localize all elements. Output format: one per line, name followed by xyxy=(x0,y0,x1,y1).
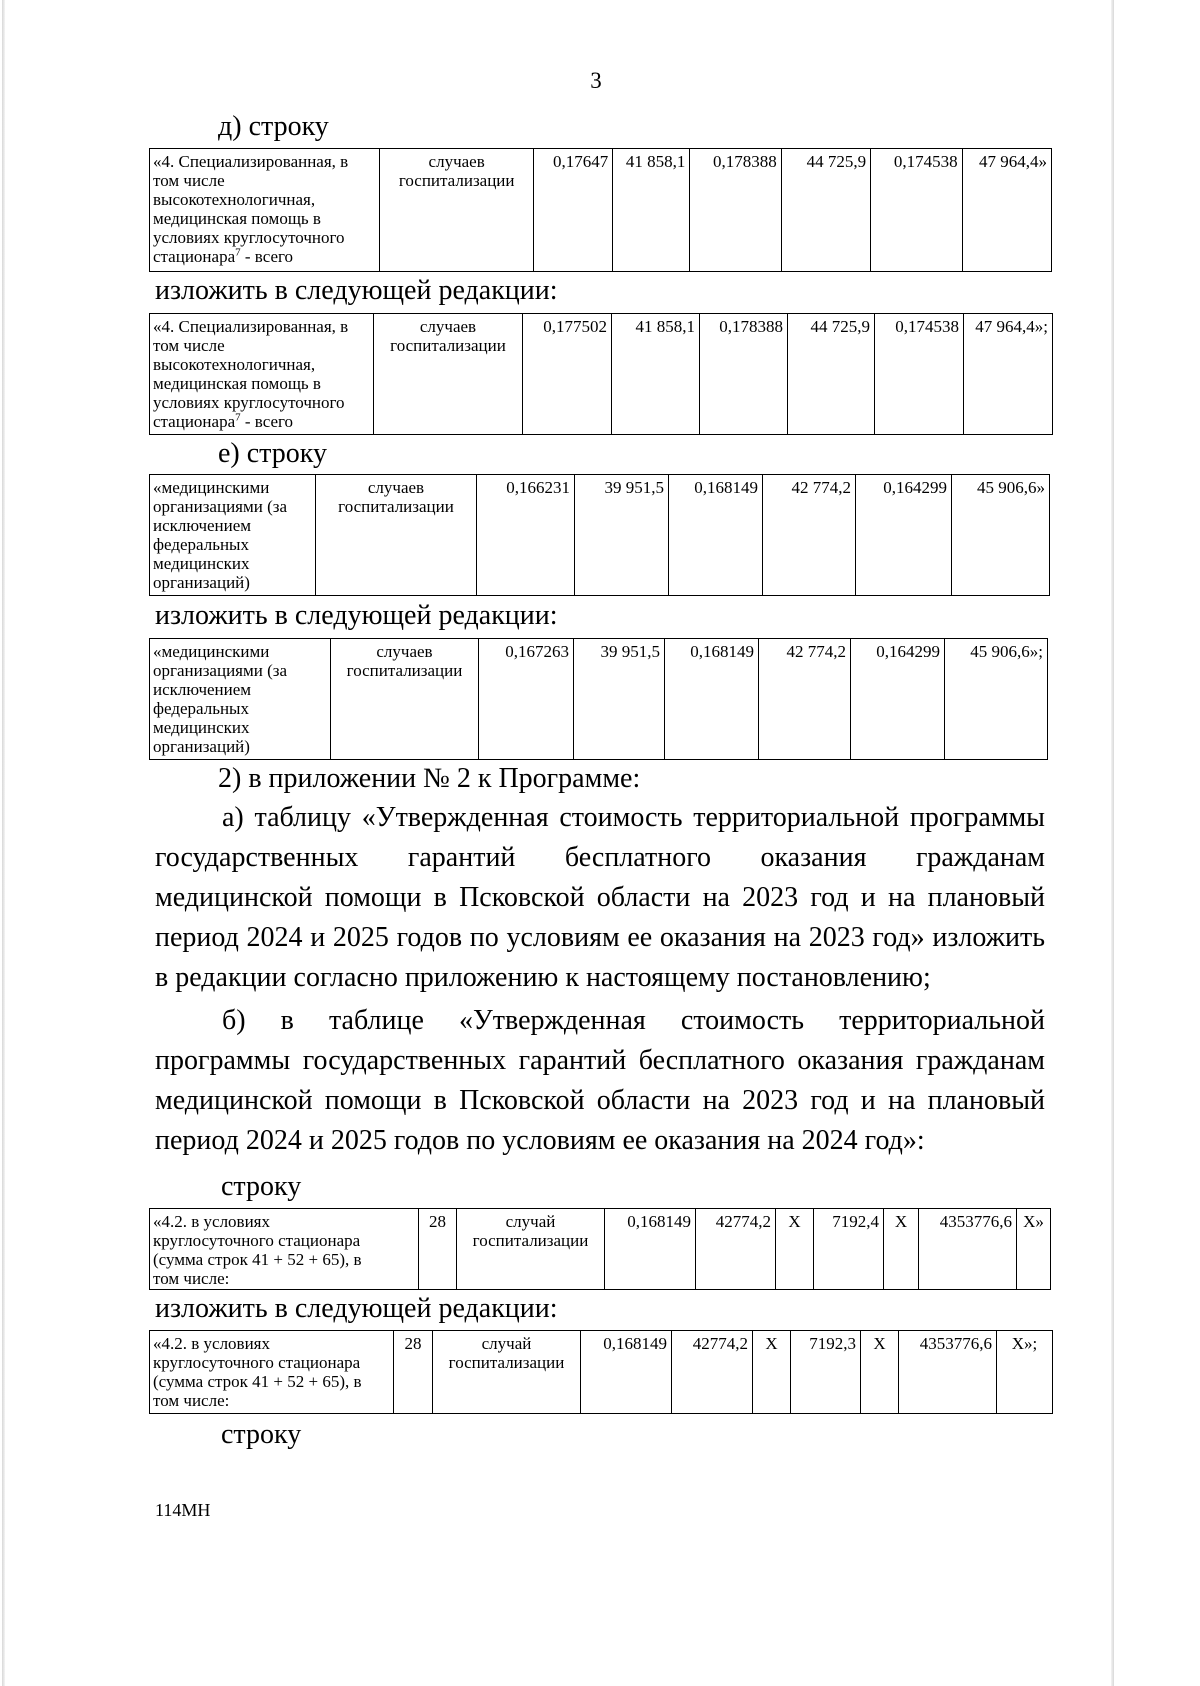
row-name-line: том числе xyxy=(153,171,225,190)
row-name-line: организациями (за xyxy=(153,497,288,516)
value-cell: 0,168149 xyxy=(665,639,759,760)
unit-cell xyxy=(374,314,523,435)
value-cell: 44 725,9 xyxy=(788,314,875,435)
table-row xyxy=(150,475,1050,596)
row-name-line: том числе: xyxy=(153,1269,230,1288)
section-e-heading: е) строку xyxy=(218,438,327,469)
unit-cell xyxy=(457,1209,605,1290)
paragraph-line: медицинской помощи в Псковской области на 2023 год и на плановый xyxy=(155,1085,1045,1116)
value-cell: 0,164299 xyxy=(856,475,952,596)
unit-line: случаев xyxy=(419,317,477,336)
value-cell: 0,178388 xyxy=(700,314,788,435)
value-cell: 0,168149 xyxy=(669,475,763,596)
unit-line: госпитализации xyxy=(338,497,454,516)
unit-cell xyxy=(331,639,479,760)
value-cell: X xyxy=(884,1209,919,1290)
paragraph-a xyxy=(155,798,1045,998)
row-name-line: медицинских xyxy=(153,718,250,737)
unit-line: госпитализации xyxy=(448,1353,565,1372)
row-section-new-table xyxy=(149,1330,1053,1414)
unit-cell xyxy=(316,475,477,596)
item-2-heading: 2) в приложении № 2 к Программе: xyxy=(218,763,641,794)
value-cell: 42 774,2 xyxy=(763,475,856,596)
row-name-line: высокотехнологичная, xyxy=(153,355,316,374)
unit-line: случаев xyxy=(376,642,433,661)
value-cell: 41 858,1 xyxy=(612,314,700,435)
unit-line: госпитализации xyxy=(398,171,515,190)
row-name-cell xyxy=(150,314,374,435)
value-cell: 42774,2 xyxy=(672,1331,753,1414)
row-name-text: - всего xyxy=(240,247,294,266)
row-name-cell xyxy=(150,1209,419,1290)
row-name-line: условиях круглосуточного xyxy=(153,228,345,247)
row-name-text: стационара xyxy=(153,412,236,431)
unit-line: госпитализации xyxy=(390,336,506,355)
value-cell: 45 906,6» xyxy=(952,475,1050,596)
value-cell: X xyxy=(861,1331,899,1414)
paragraph-line: программы государственных гарантий бесплатного оказания гражданам xyxy=(155,1045,1045,1076)
row-name-cell xyxy=(150,149,380,272)
row-name-line: (сумма строк 41 + 52 + 65), в xyxy=(153,1372,362,1391)
unit-line: госпитализации xyxy=(346,661,463,680)
table-row xyxy=(150,314,1053,435)
paragraph-line: медицинской помощи в Псковской области на 2023 год и на плановый xyxy=(155,882,1045,913)
value-cell: 39 951,5 xyxy=(575,475,669,596)
paragraph-b xyxy=(155,1001,1045,1161)
row-name-line: «4.2. в условиях xyxy=(153,1212,270,1231)
value-cell: 7192,3 xyxy=(791,1331,861,1414)
paragraph-line: а) таблицу «Утвержденная стоимость территориальной программы xyxy=(222,802,1045,833)
paragraph-line: период 2024 и 2025 годов по условиям ее оказания на 2024 год»: xyxy=(155,1125,925,1156)
value-cell: 45 906,6»; xyxy=(945,639,1048,760)
row-name-line: «4.2. в условиях xyxy=(153,1334,270,1353)
unit-line: случаев xyxy=(367,478,425,497)
row-name-text: - всего xyxy=(240,412,294,431)
unit-line: случай xyxy=(481,1334,532,1353)
value-cell: 0,168149 xyxy=(581,1331,672,1414)
unit-line: случаев xyxy=(428,152,485,171)
row-section-old-table xyxy=(149,1208,1051,1290)
value-cell: 41 858,1 xyxy=(613,149,690,272)
value-cell: 42 774,2 xyxy=(759,639,851,760)
row-name-line: медицинских xyxy=(153,554,250,573)
trailing-heading: строку xyxy=(221,1419,302,1450)
row-name-line: «медицинскими xyxy=(153,642,270,661)
row-name-text: стационара xyxy=(153,247,236,266)
row-name-cell xyxy=(150,1331,394,1414)
value-cell: 4353776,6 xyxy=(919,1209,1017,1290)
row-name-line: медицинская помощь в xyxy=(153,209,321,228)
section-e-old-table xyxy=(149,474,1050,596)
unit-cell xyxy=(380,149,534,272)
row-name-line xyxy=(153,412,370,431)
value-cell: 0,177502 xyxy=(523,314,612,435)
section-e-replace-label: изложить в следующей редакции: xyxy=(155,600,558,631)
footnote-marker: 7 xyxy=(235,411,241,424)
value-cell: 39 951,5 xyxy=(574,639,665,760)
value-cell: 0,174538 xyxy=(875,314,964,435)
value-cell: X»; xyxy=(997,1331,1053,1414)
row-name-cell xyxy=(150,639,331,760)
row-name-line: организациями (за xyxy=(153,661,288,680)
value-cell: 42774,2 xyxy=(696,1209,776,1290)
value-cell: 7192,4 xyxy=(814,1209,884,1290)
value-cell: X xyxy=(776,1209,814,1290)
row-name-line: организаций) xyxy=(153,573,250,592)
unit-cell xyxy=(433,1331,581,1414)
value-cell: 0,164299 xyxy=(851,639,945,760)
row-name-line: круглосуточного стационара xyxy=(153,1353,361,1372)
value-cell: X xyxy=(753,1331,791,1414)
row-section-replace-label: изложить в следующей редакции: xyxy=(155,1293,558,1324)
value-cell: 44 725,9 xyxy=(781,149,870,272)
row-name-line: федеральных xyxy=(153,699,249,718)
value-cell: 0,166231 xyxy=(477,475,575,596)
value-cell: 0,17647 xyxy=(534,149,613,272)
value-cell: 47 964,4»; xyxy=(964,314,1053,435)
row-name-line: высокотехнологичная, xyxy=(153,190,316,209)
paragraph-line: в редакции согласно приложению к настоящему постановлению; xyxy=(155,962,931,993)
row-name-line: круглосуточного стационара xyxy=(153,1231,361,1250)
row-name-line: «4. Специализированная, в xyxy=(153,152,349,171)
value-cell: 4353776,6 xyxy=(899,1331,997,1414)
page-number: 3 xyxy=(590,68,602,93)
footnote-marker: 7 xyxy=(235,246,241,259)
row-name-line: организаций) xyxy=(153,737,250,756)
line-number-cell: 28 xyxy=(419,1209,457,1290)
section-d-new-table xyxy=(149,313,1053,435)
row-name-line: «4. Специализированная, в xyxy=(153,317,349,336)
value-cell: X» xyxy=(1017,1209,1051,1290)
table-row xyxy=(150,149,1052,272)
scan-edge-right xyxy=(1111,0,1114,1686)
table-row xyxy=(150,1209,1051,1290)
table-row xyxy=(150,1331,1053,1414)
section-d-old-table xyxy=(149,148,1052,272)
row-name-line: том числе: xyxy=(153,1391,230,1410)
value-cell: 0,167263 xyxy=(479,639,574,760)
section-d-heading: д) строку xyxy=(218,111,329,142)
scan-edge-left xyxy=(2,0,5,1686)
value-cell: 47 964,4» xyxy=(962,149,1051,272)
section-d-replace-label: изложить в следующей редакции: xyxy=(155,275,558,306)
row-name-line: медицинская помощь в xyxy=(153,374,321,393)
paragraph-line: период 2024 и 2025 годов по условиям ее оказания на 2023 год» изложить xyxy=(155,922,1045,953)
row-name-cell xyxy=(150,475,316,596)
value-cell: 0,178388 xyxy=(690,149,781,272)
value-cell: 0,174538 xyxy=(871,149,962,272)
row-name-line: федеральных xyxy=(153,535,249,554)
row-name-line: исключением xyxy=(153,680,252,699)
row-section-heading: строку xyxy=(221,1171,302,1202)
row-name-line: (сумма строк 41 + 52 + 65), в xyxy=(153,1250,362,1269)
row-name-line: условиях круглосуточного xyxy=(153,393,345,412)
section-e-new-table xyxy=(149,638,1048,760)
row-name-line: том числе xyxy=(153,336,225,355)
unit-line: случай xyxy=(505,1212,556,1231)
value-cell: 0,168149 xyxy=(605,1209,696,1290)
row-name-line: исключением xyxy=(153,516,252,535)
table-row xyxy=(150,639,1048,760)
row-name-line xyxy=(153,247,376,266)
unit-line: госпитализации xyxy=(472,1231,589,1250)
footer-code: 114МН xyxy=(155,1500,211,1520)
paragraph-line: б) в таблице «Утвержденная стоимость территориальной xyxy=(222,1005,1045,1036)
paragraph-line: государственных гарантий бесплатного оказания гражданам xyxy=(155,842,1045,873)
row-name-line: «медицинскими xyxy=(153,478,270,497)
line-number-cell: 28 xyxy=(394,1331,433,1414)
